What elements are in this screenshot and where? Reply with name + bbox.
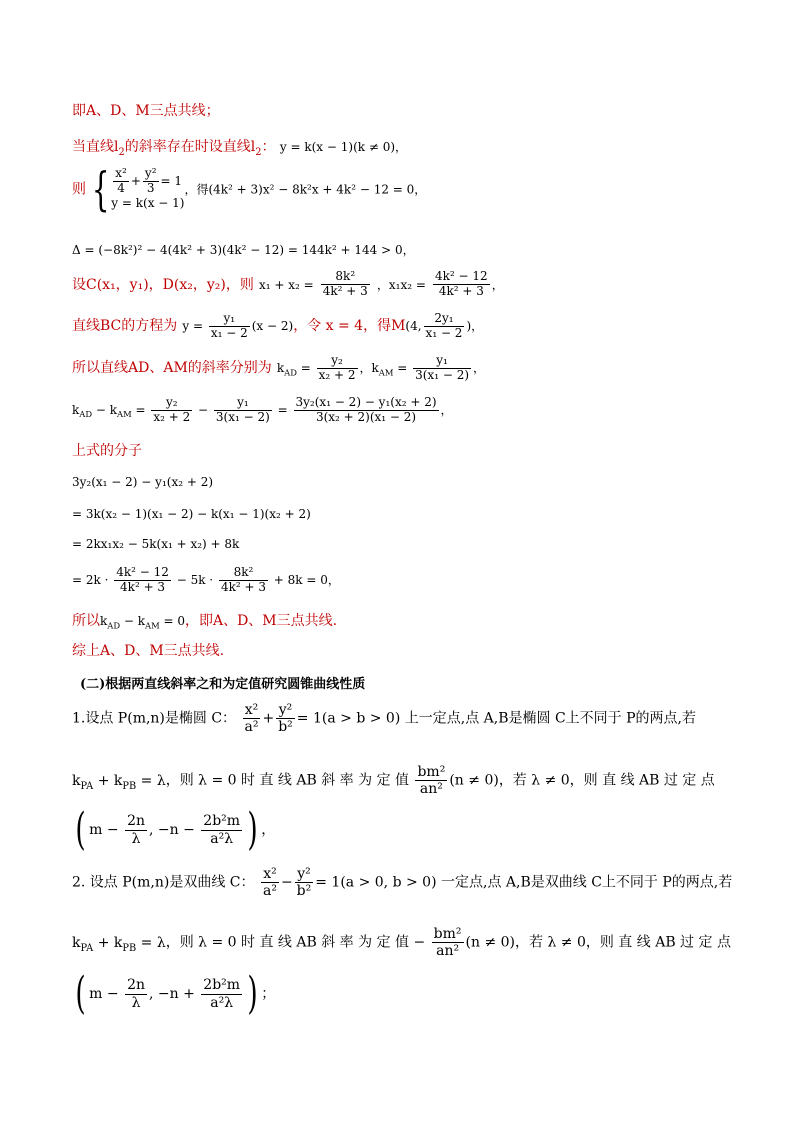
line-step-3: = 2k · $\frac{\text{4k² − 12}}{\text{4k² + 3}}$ − 5k · $\frac{\text{8k²}}{\text{4k² + 3}}$ + 8k = 0， xyxy=(72,565,340,594)
line-numerator-title: 上式的分子 xyxy=(72,443,142,459)
line-collinear-1: 即A、D、M三点共线； xyxy=(72,103,220,119)
line-step-2: = 2kx₁x₂ − 5k(x₁ + x₂) + 8k xyxy=(72,537,240,551)
section-heading: (二)根据两直线斜率之和为定值研究圆锥曲线性质 xyxy=(80,677,366,692)
line-slope-exists: 当直线$l_2$的斜率存在时设直线$l_2$： y = k(x − 1)(k ≠ 0)， xyxy=(72,139,408,158)
line-bc: 直线BC的方程为 y = $\frac{\text{y₁}}{\text{x₁ − 2}}$ (x − 2)，令 x = 4，得M(4, $\frac{\text{2y₁}}{\text{x₁ − 2}}$ )， xyxy=(72,311,484,340)
prop1-line2: $k_{PA} + k_{PB} = \lambda$，则 λ = 0 时 直 线 AB 斜 率 为 定 值 $\frac{\text{bm²}}{\text{an²}}$ (n ≠ 0)，若 λ ≠ 0，则 直 线 AB 过 定 点 xyxy=(72,764,715,798)
line-numerator: 3y₂(x₁ − 2) − y₁(x₂ + 2) xyxy=(72,475,214,489)
prop2-line1: 2. 设点 P(m,n)是双曲线 C： $\frac{\text{x²}}{\text{a²}}$ − $\frac{\text{y²}}{\text{b²}}$ = 1(a > 0, b > 0) 一定点,点 A,B是双曲线 C上不同于 P的两点,若 xyxy=(72,866,733,900)
line-difference: $k_{AD} - k_{AM}$ = $\frac{\text{y₂}}{\text{x₂ + 2}}$ − $\frac{\text{y₁}}{\text{3(x₁ − 2)}}$ = $\frac{\text{3y₂(x₁ − 2) − y₁(x₂ + 2)}}{\text{3(x₂ + 2)(x₁ − 2)}}$ ， xyxy=(72,395,453,424)
line-step-1: = 3k(x₂ − 1)(x₁ − 2) − k(x₁ − 1)(x₂ + 2) xyxy=(72,507,311,521)
prop1-point: ( m − $\frac{2n}{\lambda}$ , −n − $\frac{\text{2b²m}}{\text{a²λ}}$ ) ， xyxy=(75,804,276,855)
line-summary: 综上A、D、M三点共线. xyxy=(72,643,225,659)
prop2-point: ( m − $\frac{2n}{\lambda}$ , −n + $\frac{\text{2b²m}}{\text{a²λ}}$ ) ； xyxy=(75,968,276,1019)
line-conclusion: 所以$k_{AD} - k_{AM} = 0$，即A、D、M三点共线. xyxy=(72,613,338,631)
line-slopes: 所以直线AD、AM的斜率分别为 $k_{AD}$ = $\frac{\text{y₂}}{\text{x₂ + 2}}$ ，$k_{AM}$ = $\frac{\text{y₁}}{\text{3(x₁ − 2)}}$ ， xyxy=(72,353,486,382)
prop2-line2: $k_{PA} + k_{PB} = \lambda$，则 λ = 0 时 直 线 AB 斜 率 为 定 值 − $\frac{\text{bm²}}{\text{an²}}$ (n ≠ 0)，若 λ ≠ 0，则 直 线 AB 过 定 点 xyxy=(72,926,731,960)
line-system: 则 { $\frac{\text{x²}}{4}$ + $\frac{\text{y²}}{3}$ = 1 y = k(x − 1) ，得(4k² + 3)x² − 8k²x + 4k² − 12 = 0， xyxy=(72,162,427,216)
line-delta: Δ = (−8k²)² − 4(4k² + 3)(4k² − 12) = 144k² + 144 > 0， xyxy=(72,243,415,257)
line-vieta: 设C(x₁，y₁)，D(x₂，y₂)，则 x₁ + x₂ = $\frac{\text{8k²}}{\text{4k² + 3}}$ ，x₁x₂ = $\frac{\text{4k² − 12}}{\text{4k² + 3}}$ ， xyxy=(72,269,504,298)
prop1-line1: 1.设点 P(m,n)是椭圆 C： $\frac{\text{x²}}{\text{a²}}$ + $\frac{\text{y²}}{\text{b²}}$ = 1(a > b > 0) 上一定点,点 A,B是椭圆 C上不同于 P的两点,若 xyxy=(72,702,696,736)
